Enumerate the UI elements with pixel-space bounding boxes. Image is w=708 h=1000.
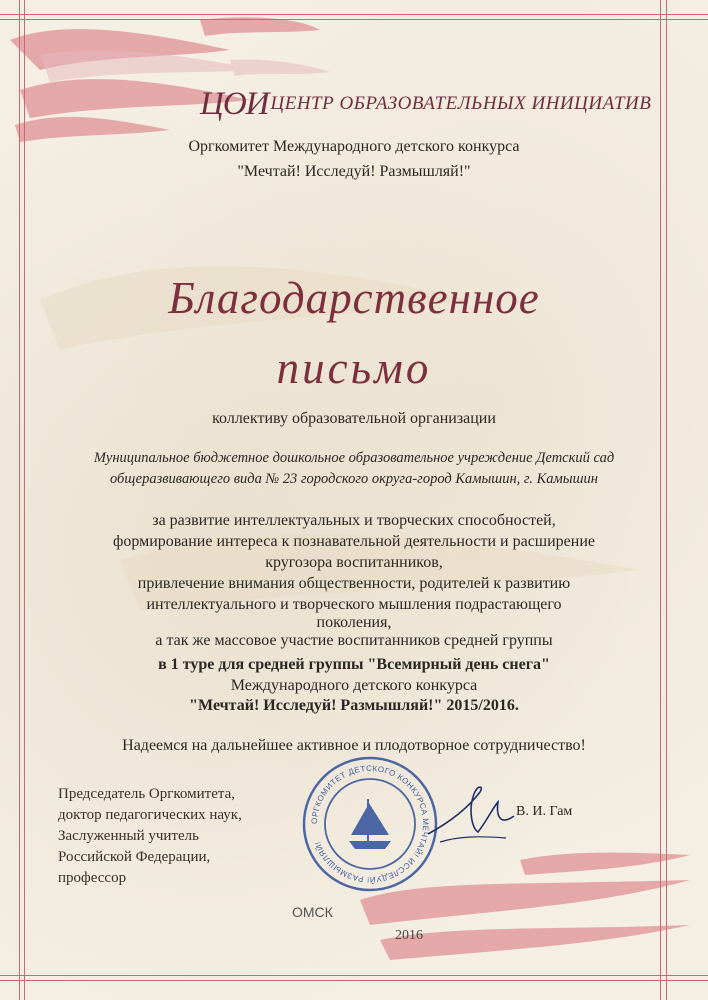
organization-line2: общеразвивающего вида № 23 городского округа-город Камышин, г. Камышин [109,471,598,487]
top-left-swirl-light [40,50,330,82]
city-label: ОМСК [292,904,333,920]
stamp-ship-emblem [349,799,391,849]
signatory-title-1: Председатель Оргкомитета, [58,786,236,802]
body-line-6: поколения, [316,614,392,631]
contest-name: "Мечтай! Исследуй! Размышляй!" [237,163,471,180]
frame-bottom-line [0,975,708,976]
body-line-7: а так же массовое участие воспитанников средней группы [155,632,553,649]
official-stamp [301,755,439,893]
document-title-line2: письмо [276,343,432,393]
signatory-title-4: Российской Федерации, [58,849,211,865]
body-line-8: в 1 туре для средней группы "Всемирный день снега" [158,656,550,673]
body-line-3: кругозора воспитанников, [265,554,443,571]
recipient-intro: коллективу образовательной организации [212,410,496,427]
signatory-name: В. И. Гам [516,804,573,819]
body-line-9: Международного детского конкурса [230,677,478,694]
stamp-text: ОРГКОМИТЕТ ДЕТСКОГО КОНКУРСА МЕЧТАЙ! ИССЛЕДУЙ! РАЗМЫШЛЯЙ! [309,763,431,885]
body-line-5: интеллектуального и творческого мышления подрастающего [146,596,562,613]
year-label: 2016 [395,928,423,943]
signatory-title-3: Заслуженный учитель [58,828,199,844]
frame-left-line [19,0,20,1000]
frame-bottom-line-2 [0,980,708,981]
frame-top-line [0,14,708,15]
signatory-title-5: профессор [58,870,127,886]
frame-top-line-2 [0,19,708,20]
body-line-4: привлечение внимания общественности, родителей к развитию [137,575,571,592]
signatory-title-2: доктор педагогических наук, [58,807,242,823]
document-title-line1: Благодарственное [168,273,540,323]
body-line-10: "Мечтай! Исследуй! Размышляй!" 2015/2016. [189,697,519,714]
organization-line1: Муниципальное бюджетное дошкольное образовательное учреждение Детский сад [93,450,615,466]
organization-logo [200,84,651,124]
handwritten-signature [420,772,520,852]
signatory-block [58,784,242,889]
body-line-1: за развитие интеллектуальных и творческих способностей, [152,512,556,529]
body-line-2: формирование интереса к познавательной деятельности и расширение [112,533,596,550]
logo-mark: ЦОИ [200,85,269,122]
orgcommittee-line: Оргкомитет Международного детского конкурса [188,138,520,155]
closing-line: Надеемся на дальнейшее активное и плодотворное сотрудничество! [122,737,586,754]
logo-text: ЦЕНТР ОБРАЗОВАТЕЛЬНЫХ ИНИЦИАТИВ [270,93,652,114]
frame-left-line-2 [24,0,25,1000]
